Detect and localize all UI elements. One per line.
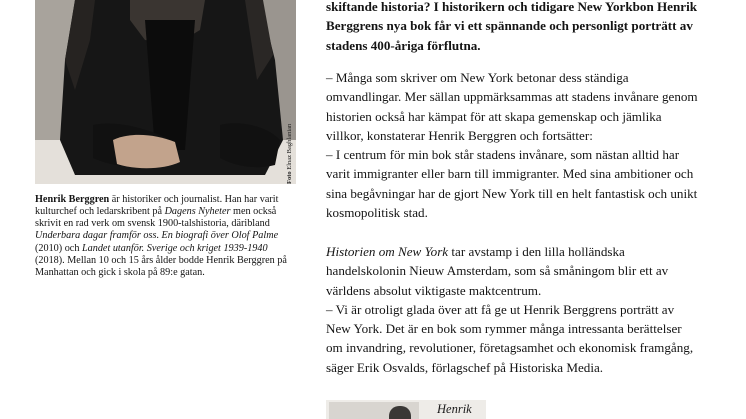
caption-part: är historiker och journalist. Han har varit kulturchef och ledarskribent på	[35, 194, 279, 218]
quote-paragraph-1: – Många som skriver om New York betonar dess ständiga omvandlingar. Mer sällan uppmärksammas att stadens invånare genom historien också har kämpat för att skapa gemenskap och jämlika villkor, konstaterar Henrik Berggren och fortsätter:	[326, 70, 698, 143]
caption-text	[35, 194, 295, 279]
caption-part: men också skrivit en rad verk om svensk 1900-talshistoria, däribland	[35, 206, 277, 230]
caption-book-title: En biografi över Olof Palme	[161, 230, 279, 242]
book-cover-thumbnail	[326, 400, 486, 419]
body-section-2	[326, 242, 698, 377]
caption-author-name: Henrik Berggren	[35, 194, 110, 205]
book-description	[326, 242, 698, 300]
author-photo-image	[35, 0, 296, 184]
lead-paragraph	[326, 0, 698, 55]
quote-paragraph-2: – I centrum för min bok står stadens invånare, som nästan alltid har varit immigranter eller barn till immigranter. Med sina ambitioner och sina begåvningar har de gjort New York till en helt fantastisk och unikt kosmopolitisk stad.	[326, 147, 698, 221]
book-title: Historien om New York	[326, 244, 449, 259]
publisher-quote: – Vi är otroligt glada över att få ge ut Henrik Berggrens porträtt av New York. Det är en bok som rymmer många intressanta berättelser om invandring, revolutioner, företagsamhet och ekonomisk framgång, säger Erik Osvalds, förlagschef på Historiska Media.	[326, 301, 694, 375]
caption-part: (2018). Mellan 10 och 15 års ålder bodde Henrik Berggren på Manhattan och gick i skola på 89:e gatan.	[35, 254, 287, 278]
caption-book-title: Landet utanför. Sverige och kriget 1939-1940	[81, 242, 268, 254]
photo-credit-name: Elnaz Baghlanian	[286, 123, 293, 170]
caption-book-title: Underbara dagar framför oss	[35, 230, 157, 242]
book-cover-photo	[329, 402, 419, 419]
photo-credit-label: Foto	[286, 171, 293, 184]
book-cover-author: Henrik	[437, 402, 472, 416]
caption-part: .	[156, 230, 162, 242]
caption-newspaper: Dagens Nyheter	[164, 206, 231, 218]
body-section-1	[326, 68, 698, 222]
book-description-text: tar avstamp i den lilla holländska handelskolonin Nieuw Amsterdam, som så småningom blir ett av världens absolut viktigaste maktcentrum.	[326, 244, 669, 298]
author-caption	[35, 194, 295, 279]
photo-credit	[285, 92, 295, 184]
author-photo	[35, 0, 296, 184]
caption-part: (2010) och	[35, 242, 82, 254]
lead-text: skiftande historia? I historikern och tidigare New Yorkbon Henrik Berggrens nya bok får vi ett spännande och personligt porträtt av stadens 400-åriga förflutna.	[326, 0, 698, 53]
